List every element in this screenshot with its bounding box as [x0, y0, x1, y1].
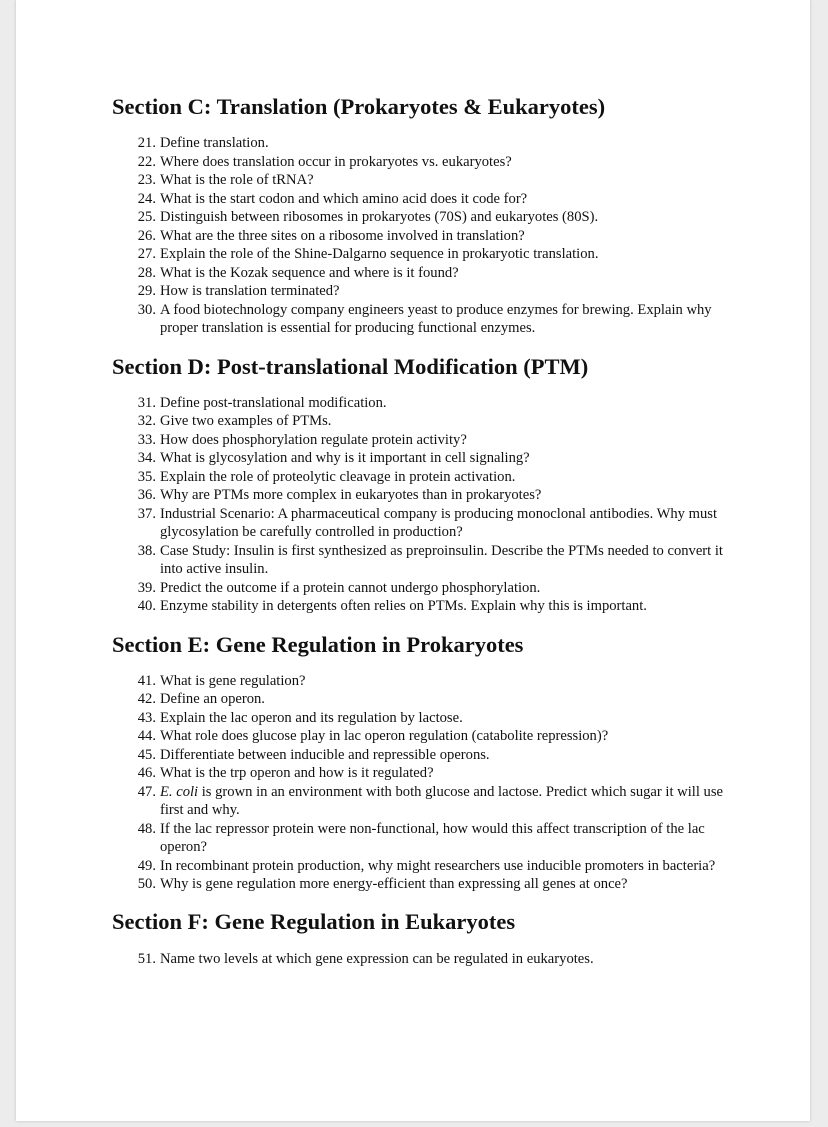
- question-item: [112, 579, 732, 598]
- question-number: 37.: [137, 505, 156, 522]
- question-item: [112, 875, 732, 894]
- document-page: [16, 0, 810, 1121]
- question-item: [112, 449, 732, 468]
- question-number: 48.: [137, 820, 156, 837]
- question-text: [160, 783, 732, 820]
- question-number: 49.: [137, 857, 156, 874]
- question-item: [112, 468, 732, 487]
- question-item: [112, 820, 732, 857]
- question-text-italic: E. coli: [160, 783, 199, 800]
- question-item: [112, 134, 732, 153]
- question-text: What is gene regulation?: [160, 672, 306, 689]
- question-item: [112, 950, 732, 969]
- question-number: 41.: [137, 672, 156, 689]
- question-number: 23.: [137, 172, 156, 188]
- question-text: A food biotechnology company engineers yeast to produce enzymes for brewing. Explain why proper translation is essential for producing functional enzymes.: [160, 301, 712, 336]
- question-text: Why are PTMs more complex in eukaryotes than in prokaryotes?: [160, 487, 542, 503]
- section-f-questions: [112, 950, 732, 969]
- question-number: 34.: [137, 450, 156, 466]
- question-text: Give two examples of PTMs.: [160, 413, 332, 429]
- question-number: 26.: [137, 227, 156, 244]
- question-number: 33.: [137, 431, 156, 448]
- question-text-rest: is grown in an environment with both glucose and lactose. Predict which sugar it will use first and why.: [160, 783, 723, 818]
- question-number: 24.: [137, 190, 156, 207]
- question-number: 31.: [137, 394, 156, 411]
- question-text: Where does translation occur in prokaryotes vs. eukaryotes?: [160, 153, 512, 170]
- question-number: 30.: [137, 301, 156, 318]
- question-item: [112, 690, 732, 709]
- question-text: If the lac repressor protein were non-functional, how would this affect transcription of the lac operon?: [160, 820, 705, 855]
- question-item: [112, 672, 732, 691]
- question-number: 40.: [137, 598, 156, 614]
- question-number: 50.: [137, 876, 156, 892]
- question-number: 29.: [137, 283, 156, 299]
- question-item: [112, 394, 732, 413]
- question-number: 25.: [137, 209, 156, 225]
- question-item: [112, 208, 732, 227]
- section-d-title: Section D: Post-translational Modification (PTM): [112, 353, 589, 379]
- question-number: 21.: [137, 135, 156, 151]
- question-number: 42.: [137, 691, 156, 707]
- question-number: 32.: [137, 413, 156, 429]
- question-text: Predict the outcome if a protein cannot undergo phosphorylation.: [160, 579, 541, 596]
- section-e-title: Section E: Gene Regulation in Prokaryotes: [112, 631, 524, 657]
- document-content: [112, 92, 732, 968]
- question-text: What is the trp operon and how is it regulated?: [160, 765, 434, 781]
- question-number: 43.: [137, 709, 156, 726]
- question-text: Why is gene regulation more energy-efficient than expressing all genes at once?: [160, 876, 628, 892]
- question-number: 44.: [137, 728, 156, 744]
- section-d-questions: [112, 394, 732, 616]
- question-item: [112, 153, 732, 172]
- question-text: Explain the role of proteolytic cleavage in protein activation.: [160, 468, 516, 485]
- question-item: [112, 746, 732, 765]
- question-item: [112, 301, 732, 338]
- question-text: Define translation.: [160, 135, 269, 151]
- question-number: 39.: [137, 579, 156, 596]
- question-number: 38.: [137, 542, 156, 559]
- question-text: Define post-translational modification.: [160, 394, 387, 411]
- question-item: [112, 597, 732, 616]
- question-item: [112, 783, 732, 820]
- question-text: What are the three sites on a ribosome involved in translation?: [160, 227, 525, 244]
- question-item: [112, 227, 732, 246]
- question-text: Enzyme stability in detergents often relies on PTMs. Explain why this is important.: [160, 598, 647, 614]
- question-item: [112, 412, 732, 431]
- section-c-questions: [112, 134, 732, 338]
- question-item: [112, 171, 732, 190]
- question-item: [112, 190, 732, 209]
- question-text: What is glycosylation and why is it important in cell signaling?: [160, 450, 530, 466]
- section-e-questions: [112, 672, 732, 894]
- question-item: [112, 727, 732, 746]
- question-number: 28.: [137, 264, 156, 281]
- question-number: 51.: [137, 950, 156, 967]
- question-item: [112, 431, 732, 450]
- question-text: What is the Kozak sequence and where is it found?: [160, 264, 459, 281]
- question-text: What is the role of tRNA?: [160, 172, 314, 188]
- section-f-title: Section F: Gene Regulation in Eukaryotes: [112, 908, 516, 934]
- question-item: [112, 245, 732, 264]
- question-text: Explain the lac operon and its regulation by lactose.: [160, 709, 463, 726]
- question-text: Case Study: Insulin is first synthesized as preproinsulin. Describe the PTMs needed to convert it into active insulin.: [160, 542, 723, 577]
- question-number: 36.: [137, 487, 156, 503]
- question-number: 27.: [137, 246, 156, 262]
- question-text: How is translation terminated?: [160, 283, 340, 299]
- question-text: Differentiate between inducible and repressible operons.: [160, 746, 490, 763]
- question-number: 45.: [137, 746, 156, 763]
- question-item: [112, 542, 732, 579]
- question-number: 47.: [137, 783, 156, 800]
- question-text: Distinguish between ribosomes in prokaryotes (70S) and eukaryotes (80S).: [160, 209, 599, 225]
- question-text: What is the start codon and which amino acid does it code for?: [160, 190, 528, 207]
- question-item: [112, 282, 732, 301]
- question-item: [112, 709, 732, 728]
- section-c-title: Section C: Translation (Prokaryotes & Eukaryotes): [112, 94, 606, 119]
- question-text: Explain the role of the Shine-Dalgarno sequence in prokaryotic translation.: [160, 246, 599, 262]
- question-text: What role does glucose play in lac operon regulation (catabolite repression)?: [160, 728, 609, 744]
- question-number: 46.: [137, 765, 156, 781]
- question-item: [112, 857, 732, 876]
- question-number: 35.: [137, 468, 156, 485]
- question-number: 22.: [137, 153, 156, 170]
- question-text: How does phosphorylation regulate protein activity?: [160, 431, 467, 448]
- question-text: Name two levels at which gene expression can be regulated in eukaryotes.: [160, 950, 594, 967]
- question-text: Industrial Scenario: A pharmaceutical company is producing monoclonal antibodies. Why must glycosylation be carefully controlled in production?: [160, 505, 718, 540]
- question-text: Define an operon.: [160, 691, 265, 707]
- question-text: In recombinant protein production, why might researchers use inducible promoters in bacteria?: [160, 857, 716, 874]
- question-item: [112, 264, 732, 283]
- question-item: [112, 764, 732, 783]
- question-item: [112, 486, 732, 505]
- question-item: [112, 505, 732, 542]
